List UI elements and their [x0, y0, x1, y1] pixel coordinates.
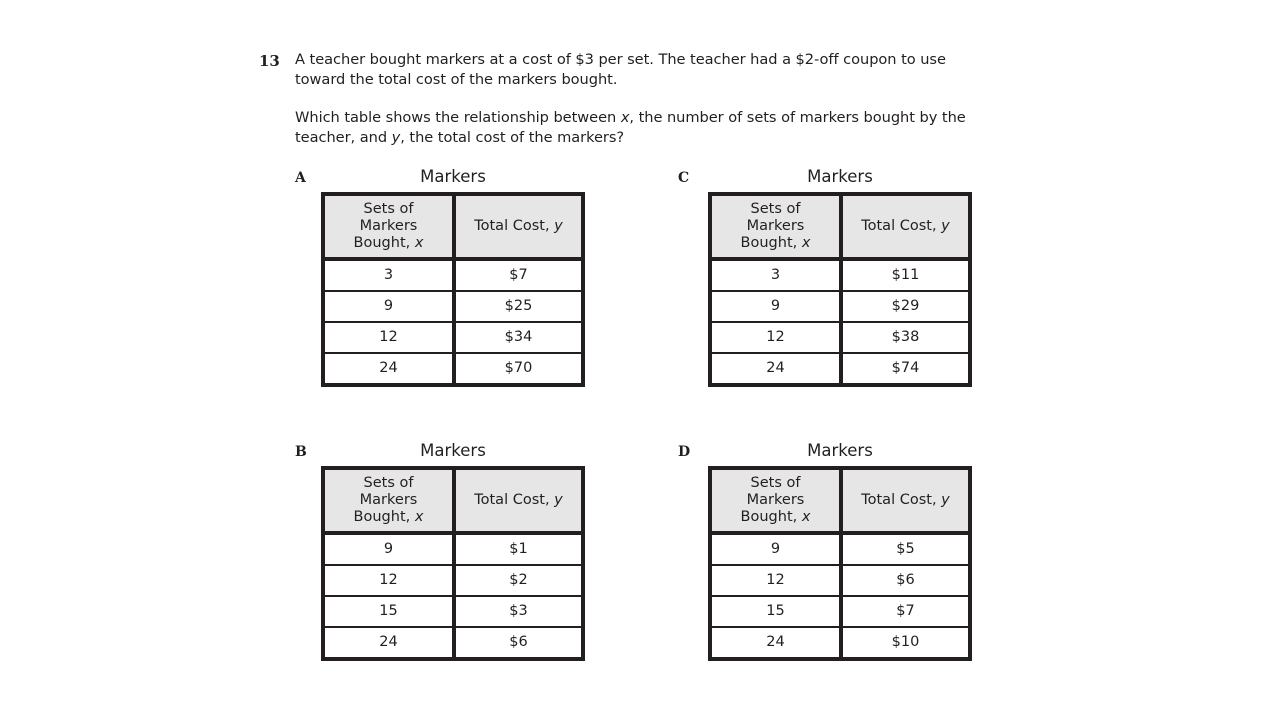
answer-option-d[interactable]	[678, 442, 978, 682]
cell-x: 24	[323, 627, 454, 659]
cell-y: $7	[841, 596, 970, 627]
question-prompt-line	[295, 108, 1025, 128]
cell-y: $25	[454, 291, 583, 322]
prompt-text: , the total cost of the markers?	[400, 129, 625, 146]
header-text: Sets of	[750, 475, 801, 491]
cell-y: $6	[841, 565, 970, 596]
cell-x: 3	[710, 259, 841, 291]
cell-y: $34	[454, 322, 583, 353]
table-row	[323, 291, 583, 322]
cell-y: $29	[841, 291, 970, 322]
header-text: Total Cost,	[861, 218, 942, 234]
table-row	[710, 322, 970, 353]
cell-y: $6	[454, 627, 583, 659]
header-sets-bought	[710, 468, 841, 533]
header-text: Markers	[746, 492, 805, 508]
header-sets-bought	[323, 468, 454, 533]
table-header-row	[323, 194, 583, 259]
cell-y: $74	[841, 353, 970, 385]
cell-y: $5	[841, 533, 970, 565]
cell-x: 15	[710, 596, 841, 627]
cell-y: $7	[454, 259, 583, 291]
question-prompt-line	[295, 128, 1025, 148]
question-number: 13	[259, 52, 280, 70]
option-letter: A	[295, 170, 306, 186]
table-row	[710, 627, 970, 659]
header-sets-bought	[710, 194, 841, 259]
table-row	[710, 533, 970, 565]
question-stem-line: A teacher bought markers at a cost of $3 per set. The teacher had a $2-off coupon to use	[295, 51, 946, 68]
cell-x: 12	[710, 565, 841, 596]
header-total-cost	[454, 468, 583, 533]
header-text: Bought,	[740, 509, 802, 525]
header-text: Sets of	[750, 201, 801, 217]
cell-x: 9	[323, 291, 454, 322]
header-text: Sets of	[363, 201, 414, 217]
header-text: Bought,	[353, 509, 415, 525]
cell-y: $1	[454, 533, 583, 565]
table-header-row	[710, 194, 970, 259]
variable-y: y	[941, 218, 950, 234]
table-title: Markers	[807, 441, 873, 460]
answer-option-a[interactable]	[295, 168, 595, 408]
header-text: Markers	[359, 492, 418, 508]
table-row	[323, 596, 583, 627]
table-row	[710, 353, 970, 385]
cell-x: 24	[710, 627, 841, 659]
variable-x: x	[801, 235, 811, 251]
header-text: Markers	[746, 218, 805, 234]
table-title: Markers	[420, 441, 486, 460]
question-stem-line: toward the total cost of the markers bought.	[295, 71, 618, 88]
cell-x: 9	[323, 533, 454, 565]
table-row	[710, 565, 970, 596]
header-text: Bought,	[353, 235, 415, 251]
cell-y: $3	[454, 596, 583, 627]
header-text: Total Cost,	[474, 218, 555, 234]
table-row	[323, 533, 583, 565]
markers-table	[708, 466, 972, 661]
table-title: Markers	[807, 167, 873, 186]
cell-x: 9	[710, 291, 841, 322]
table-row	[710, 596, 970, 627]
answer-option-b[interactable]	[295, 442, 595, 682]
table-row	[323, 322, 583, 353]
question-stem	[295, 50, 1025, 90]
prompt-text: Which table shows the relationship between	[295, 109, 621, 126]
header-sets-bought	[323, 194, 454, 259]
option-letter: C	[678, 170, 690, 186]
prompt-text: , the number of sets of markers bought by the	[629, 109, 966, 126]
variable-x: x	[620, 109, 630, 126]
markers-table	[708, 192, 972, 387]
prompt-text: teacher, and	[295, 129, 392, 146]
cell-x: 9	[710, 533, 841, 565]
cell-x: 12	[323, 322, 454, 353]
cell-x: 24	[323, 353, 454, 385]
table-row	[323, 627, 583, 659]
table-header-row	[710, 468, 970, 533]
table-row	[710, 291, 970, 322]
table-row	[323, 565, 583, 596]
header-text: Bought,	[740, 235, 802, 251]
table-header-row	[323, 468, 583, 533]
markers-table	[321, 192, 585, 387]
table-row	[323, 353, 583, 385]
header-text: Total Cost,	[861, 492, 942, 508]
cell-x: 24	[710, 353, 841, 385]
question-prompt	[295, 108, 1025, 148]
table-row	[710, 259, 970, 291]
cell-x: 15	[323, 596, 454, 627]
cell-y: $38	[841, 322, 970, 353]
option-letter: D	[678, 444, 691, 460]
cell-y: $70	[454, 353, 583, 385]
variable-y: y	[554, 218, 563, 234]
variable-y: y	[941, 492, 950, 508]
variable-x: x	[414, 235, 424, 251]
cell-x: 3	[323, 259, 454, 291]
header-text: Markers	[359, 218, 418, 234]
table-title: Markers	[420, 167, 486, 186]
cell-x: 12	[323, 565, 454, 596]
cell-y: $10	[841, 627, 970, 659]
variable-x: x	[414, 509, 424, 525]
header-total-cost	[841, 468, 970, 533]
header-total-cost	[454, 194, 583, 259]
cell-y: $11	[841, 259, 970, 291]
header-total-cost	[841, 194, 970, 259]
cell-y: $2	[454, 565, 583, 596]
option-letter: B	[295, 444, 307, 460]
header-text: Sets of	[363, 475, 414, 491]
cell-x: 12	[710, 322, 841, 353]
table-row	[323, 259, 583, 291]
answer-option-c[interactable]	[678, 168, 978, 408]
variable-y: y	[554, 492, 563, 508]
header-text: Total Cost,	[474, 492, 555, 508]
markers-table	[321, 466, 585, 661]
variable-y: y	[391, 129, 401, 146]
variable-x: x	[801, 509, 811, 525]
